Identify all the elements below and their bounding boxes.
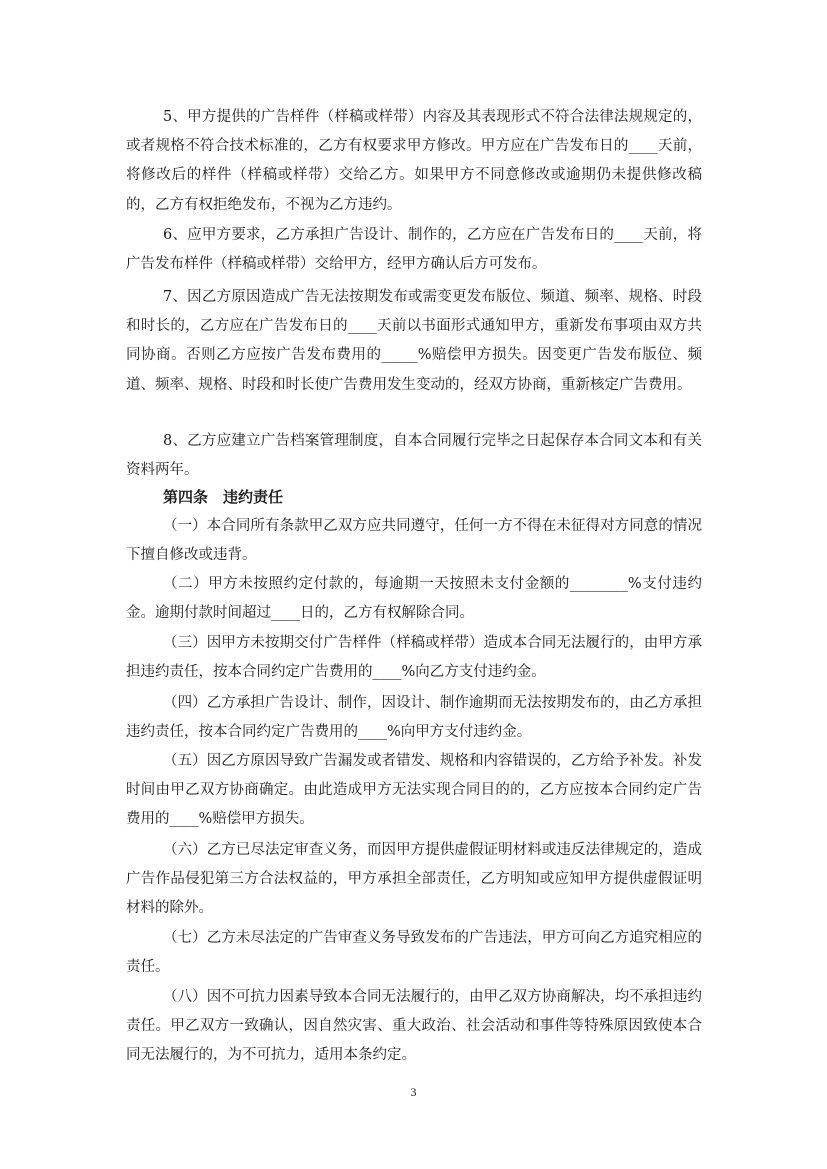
clause-1: （一）本合同所有条款甲乙双方应共同遵守，任何一方不得在未征得对方同意的情况下擅自修改或违背。: [126, 518, 702, 564]
paragraph-5: 5、甲方提供的广告样件（样稿或样带）内容及其表现形式不符合法律法规规定的，或者规格不符合技术标准的，乙方有权要求甲方修改。甲方应在广告发布日的____天前，将修改后的样件（样稿或样带）交给乙方。如果甲方不同意修改或逾期仍未提供修改稿的，乙方有权拒绝发布，不视为乙方违约。: [126, 109, 702, 213]
clause-4: （四）乙方承担广告设计、制作，因设计、制作逾期而无法按期发布的，由乙方承担违约责任，按本合同约定广告费用的____%向甲方支付违约金。: [126, 695, 702, 741]
paragraph-8: 8、乙方应建立广告档案管理制度，自本合同履行完毕之日起保存本合同文本和有关资料两年。: [126, 433, 702, 479]
clause-5: （五）因乙方原因导致广告漏发或者错发、规格和内容错误的，乙方给予补发。补发时间由甲乙双方协商确定。由此造成甲方无法实现合同目的的，乙方应按本合同约定广告费用的____%赔偿甲方损失。: [126, 753, 702, 828]
paragraph-7: 7、因乙方原因造成广告无法按期发布或需变更发布版位、频道、频率、规格、时段和时长的，乙方应在广告发布日的____天前以书面形式通知甲方，重新发布事项由双方共同协商。否则乙方应按广告发布费用的_____%赔偿甲方损失。因变更广告发布版位、频道、频率、规格、时段和时长使广告费用发生变动的，经双方协商，重新核定广告费用。: [126, 289, 702, 393]
page-number: 3: [410, 1085, 417, 1099]
clause-8: （八）因不可抗力因素导致本合同无法履行的，由甲乙双方协商解决，均不承担违约责任。甲乙双方一致确认，因自然灾害、重大政治、社会活动和事件等特殊原因致使本合同无法履行的，为不可抗力，适用本条约定。: [126, 989, 702, 1064]
clause-2: （二）甲方未按照约定付款的，每逾期一天按照未支付金额的________%支付违约金。逾期付款时间超过____日的，乙方有权解除合同。: [126, 576, 702, 622]
clause-3: （三）因甲方未按期交付广告样件（样稿或样带）造成本合同无法履行的，由甲方承担违约责任，按本合同约定广告费用的____%向乙方支付违约金。: [126, 635, 702, 681]
clause-7: （七）乙方未尽法定的广告审查义务导致发布的广告违法，甲方可向乙方追究相应的责任。: [126, 930, 702, 976]
clause-6: （六）乙方已尽法定审查义务，而因甲方提供虚假证明材料或违反法律规定的，造成广告作品侵犯第三方合法权益的，甲方承担全部责任，乙方明知或应知甲方提供虚假证明材料的除外。: [126, 842, 702, 917]
paragraph-6: 6、应甲方要求，乙方承担广告设计、制作的，乙方应在广告发布日的____天前，将广告发布样件（样稿或样带）交给甲方，经甲方确认后方可发布。: [126, 227, 702, 273]
section-heading: 第四条 违约责任: [163, 488, 284, 506]
